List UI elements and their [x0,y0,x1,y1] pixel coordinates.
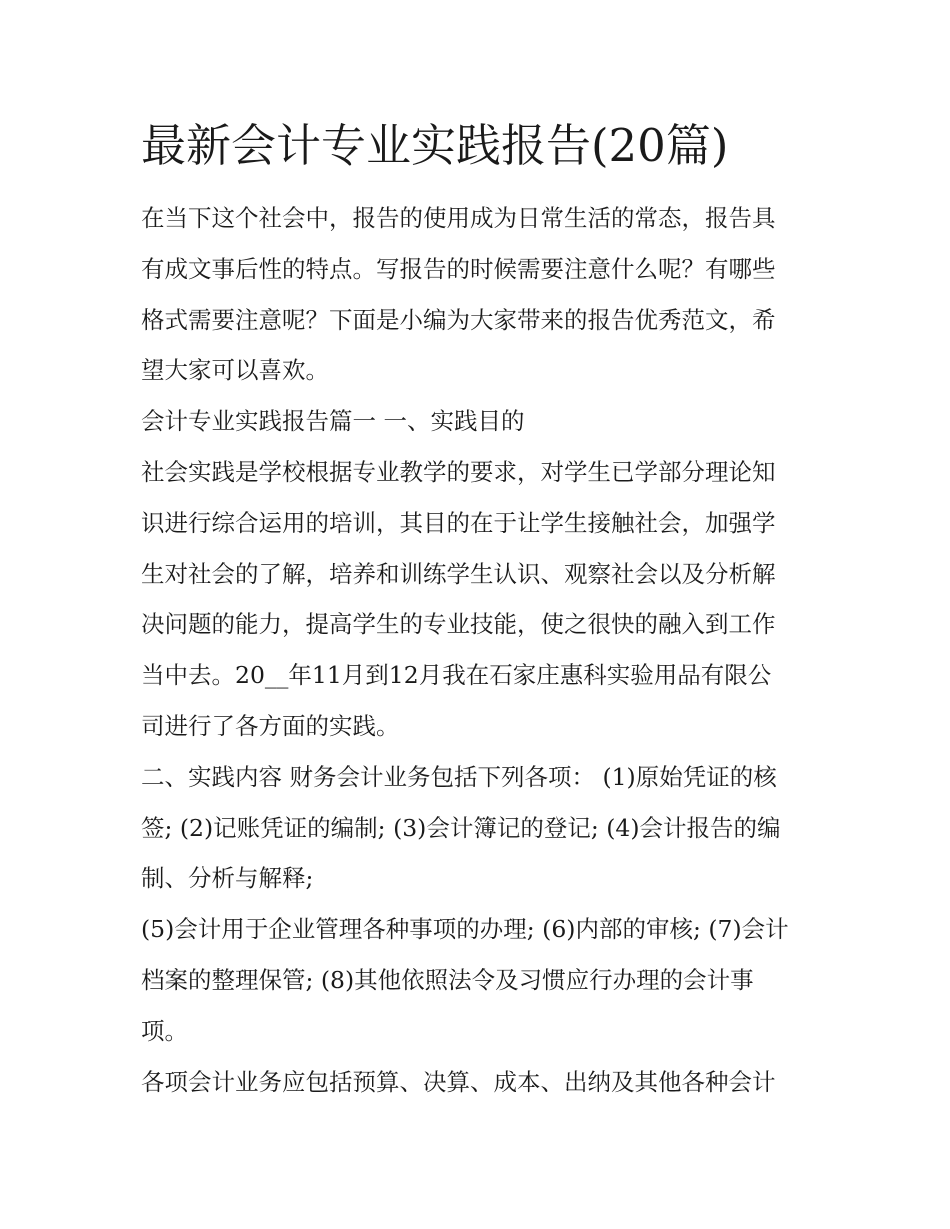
paragraph-line: 制、分析与解释; [141,864,314,893]
paragraph-line: 识进行综合运用的培训，其目的在于让学生接触社会，加强学 [141,508,776,537]
paragraph-line: 各项会计业务应包括预算、决算、成本、出纳及其他各种会计 [141,1067,776,1096]
paragraph-line: 签; (2)记账凭证的编制; (3)会计簿记的登记; (4)会计报告的编 [141,813,781,842]
paragraph-line: 决问题的能力，提高学生的专业技能，使之很快的融入到工作 [141,610,776,639]
paragraph-line: 当中去。20__年11月到12月我在石家庄惠科实验用品有限公 [141,661,772,690]
section-heading: 会计专业实践报告篇一 一、实践目的 [141,407,525,436]
paragraph-line: 望大家可以喜欢。 [141,356,329,385]
paragraph-line: 社会实践是学校根据专业教学的要求，对学生已学部分理论知 [141,457,776,486]
paragraph-line: 生对社会的了解，培养和训练学生认识、观察社会以及分析解 [141,559,776,588]
document-page [141,112,821,1107]
paragraph-line: 有成文事后性的特点。写报告的时候需要注意什么呢？有哪些 [141,254,776,283]
paragraph-line: 二、实践内容 财务会计业务包括下列各项： (1)原始凭证的核 [141,762,777,791]
paragraph-line: (5)会计用于企业管理各种事项的办理; (6)内部的审核; (7)会计 [141,915,789,944]
paragraph-line: 司进行了各方面的实践。 [141,711,400,740]
paragraph-line: 在当下这个社会中，报告的使用成为日常生活的常态，报告具 [141,204,776,232]
paragraph-line: 格式需要注意呢？下面是小编为大家带来的报告优秀范文，希 [141,305,776,334]
paragraph-line: 档案的整理保管; (8)其他依照法令及习惯应行办理的会计事 [141,965,754,994]
document-title: 最新会计专业实践报告(20篇) [141,119,729,172]
paragraph-line: 项。 [141,1016,188,1045]
